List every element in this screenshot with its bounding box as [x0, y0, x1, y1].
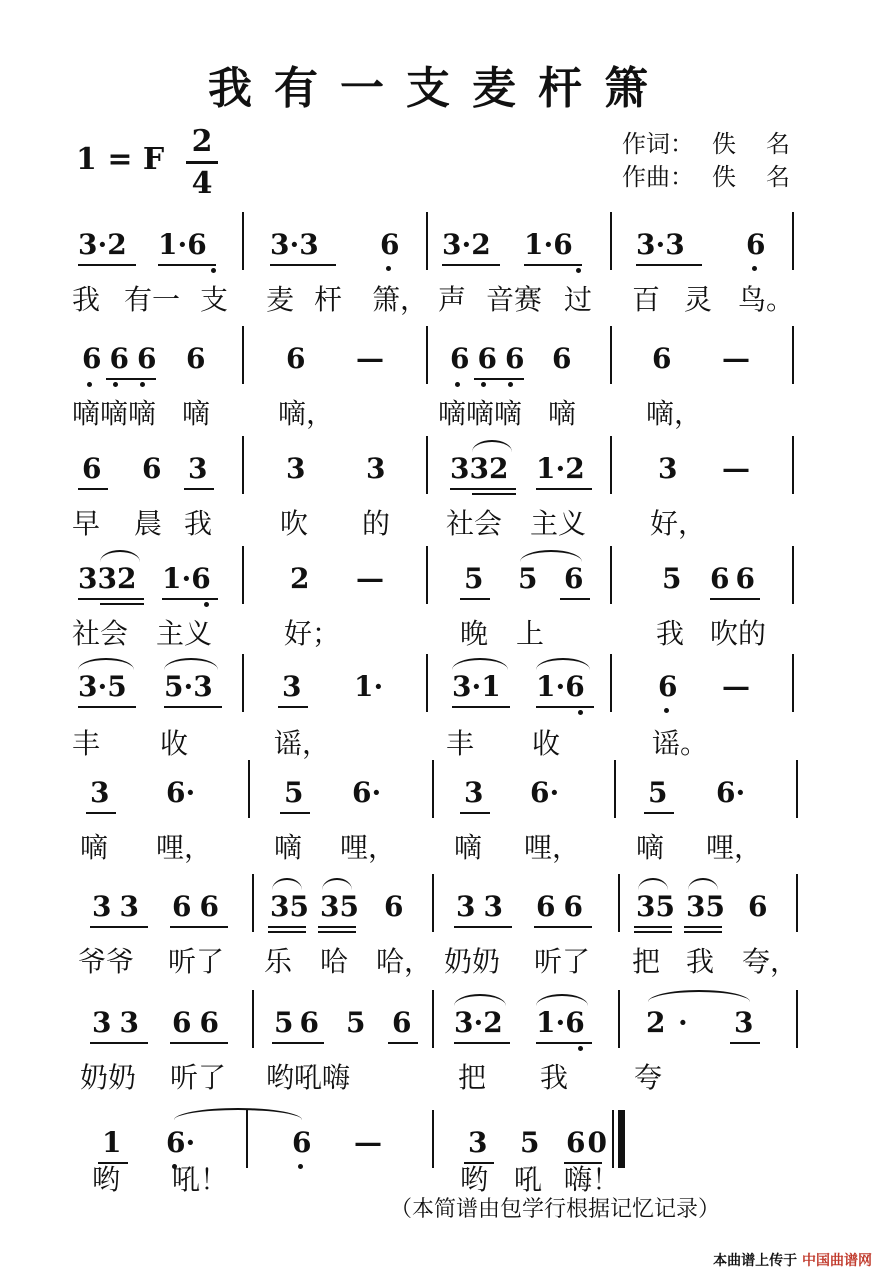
- watermark[interactable]: [713, 1250, 872, 1270]
- note: 6: [292, 1126, 312, 1159]
- note: 3: [464, 776, 484, 809]
- note: 3: [734, 1006, 754, 1039]
- lyric: 听了: [534, 945, 591, 978]
- lyric: 杆: [314, 283, 343, 316]
- note: 3: [366, 452, 386, 485]
- note: —: [722, 452, 750, 485]
- lyric: 早: [72, 507, 101, 540]
- lyric: 声: [438, 283, 467, 316]
- note: —: [722, 670, 750, 703]
- notes-row: [70, 446, 810, 496]
- lyric: 嘀嘀嘀: [72, 397, 157, 430]
- lyric: 把: [632, 945, 661, 978]
- note: 332: [78, 562, 137, 595]
- note: 6: [658, 670, 678, 703]
- lyric: 社会: [72, 617, 129, 650]
- notes-row: [70, 222, 810, 272]
- lyric: 吼: [514, 1163, 543, 1196]
- note: 56: [274, 1006, 325, 1039]
- lyric: 我: [686, 945, 715, 978]
- lyricist: 佚名: [712, 130, 820, 158]
- note: 66: [172, 890, 227, 923]
- system-4: [70, 556, 810, 666]
- note: 33: [456, 890, 511, 923]
- lyric: 嘀嘀嘀: [438, 397, 523, 430]
- note: 3: [282, 670, 302, 703]
- notes-row: [70, 556, 810, 606]
- notes-row: [70, 770, 810, 820]
- lyric: 嘀: [548, 397, 577, 430]
- note: 332: [450, 452, 509, 485]
- note: 35: [636, 890, 675, 923]
- note: 2: [646, 1006, 666, 1039]
- lyric: 支: [200, 283, 229, 316]
- note: 666: [82, 342, 165, 375]
- note: 6: [380, 228, 400, 261]
- note: 6·: [166, 1126, 196, 1159]
- note: 6·: [530, 776, 560, 809]
- lyric: 夸，: [742, 945, 799, 978]
- lyric: 奶奶: [444, 945, 501, 978]
- lyric: 麦: [266, 283, 295, 316]
- key-signature: 1 = F: [76, 142, 165, 177]
- system-5: [70, 664, 810, 774]
- system-2: [70, 336, 810, 446]
- lyric: 奶奶: [80, 1061, 137, 1094]
- watermark-prefix: 本曲谱上传于: [713, 1253, 798, 1269]
- note: 6: [746, 228, 766, 261]
- lyric: 晨: [134, 507, 163, 540]
- lyric: 嘀，: [646, 397, 703, 430]
- lyric: 晚: [460, 617, 489, 650]
- lyric: 吼！: [172, 1163, 229, 1196]
- lyric: 哈，: [376, 945, 433, 978]
- page-title: 我有一支麦杆箫: [208, 63, 670, 114]
- lyric: 听了: [170, 1061, 227, 1094]
- lyric: 嘀，: [278, 397, 335, 430]
- time-top: 2: [191, 124, 213, 159]
- lyric: 爷爷: [78, 945, 135, 978]
- note: 3: [468, 1126, 488, 1159]
- watermark-brand: 中国曲谱网: [802, 1253, 872, 1269]
- note: 6: [652, 342, 672, 375]
- note: 666: [450, 342, 533, 375]
- lyric: 哟: [460, 1163, 489, 1196]
- note: 66: [172, 1006, 227, 1039]
- lyric: 嘀: [274, 831, 303, 864]
- note: 3: [188, 452, 208, 485]
- lyric: 鸟。: [738, 283, 795, 316]
- note: 5: [520, 1126, 540, 1159]
- note: 5·3: [164, 670, 213, 703]
- note: 35: [270, 890, 309, 923]
- note: 3·2: [442, 228, 491, 261]
- lyric: 的: [362, 507, 391, 540]
- lyric: 灵: [684, 283, 713, 316]
- system-1: [70, 222, 810, 332]
- note: 6: [286, 342, 306, 375]
- note: 35: [686, 890, 725, 923]
- note: 60: [566, 1126, 609, 1159]
- notes-row: [70, 664, 810, 714]
- time-bottom: 4: [191, 166, 213, 201]
- note: 6: [392, 1006, 412, 1039]
- lyric: 箫，: [372, 283, 429, 316]
- note: 66: [710, 562, 761, 595]
- time-signature: [186, 124, 218, 201]
- lyric: 收: [532, 727, 561, 760]
- note: 3·3: [636, 228, 685, 261]
- lyric: 有一: [124, 283, 181, 316]
- lyric: 我: [184, 507, 213, 540]
- note: 1·6: [536, 1006, 585, 1039]
- lyric: 吹: [280, 507, 309, 540]
- note: 3·2: [454, 1006, 503, 1039]
- note: —: [722, 342, 750, 375]
- note: 5: [284, 776, 304, 809]
- note: —: [356, 342, 384, 375]
- lyric: 我: [656, 617, 685, 650]
- note: 3: [286, 452, 306, 485]
- system-7: [70, 884, 810, 994]
- lyric: 上: [516, 617, 545, 650]
- lyric: 哟吼嗨: [266, 1061, 351, 1094]
- lyric: 吹的: [710, 617, 767, 650]
- note: 6: [748, 890, 768, 923]
- note: 3: [658, 452, 678, 485]
- note: 6: [142, 452, 162, 485]
- lyric: 我: [540, 1061, 569, 1094]
- lyric: 我: [72, 283, 101, 316]
- footnote: （本简谱由包学行根据记忆记录）: [390, 1197, 721, 1222]
- note: 3·5: [78, 670, 127, 703]
- lyric: 哩，: [340, 831, 397, 864]
- lyric: 谣。: [652, 727, 709, 760]
- lyric: 哈: [320, 945, 349, 978]
- note: 6: [384, 890, 404, 923]
- lyricist-label: 作词：: [622, 130, 694, 158]
- system-6: [70, 770, 810, 880]
- note: 2: [290, 562, 310, 595]
- system-3: [70, 446, 810, 556]
- lyric: 听了: [168, 945, 225, 978]
- lyric: 丰: [446, 727, 475, 760]
- lyric: 嘀: [636, 831, 665, 864]
- note: 5: [648, 776, 668, 809]
- lyric: 嘀: [80, 831, 109, 864]
- lyric: 社会: [446, 507, 503, 540]
- note: 6: [552, 342, 572, 375]
- lyric: 把: [458, 1061, 487, 1094]
- note: 5: [518, 562, 538, 595]
- lyric: 嘀: [454, 831, 483, 864]
- notes-row: [70, 884, 810, 934]
- notes-row: [70, 336, 810, 386]
- composer-label: 作曲：: [622, 163, 694, 191]
- note: 5: [464, 562, 484, 595]
- note: 6: [186, 342, 206, 375]
- lyric: 收: [160, 727, 189, 760]
- lyric: 乐: [264, 945, 293, 978]
- lyric: 夸: [634, 1061, 663, 1094]
- lyric: 过: [564, 283, 593, 316]
- lyric: 谣，: [274, 727, 331, 760]
- notes-row: [70, 1000, 810, 1050]
- note: 1·6: [162, 562, 211, 595]
- lyric: 嗨！: [564, 1163, 621, 1196]
- note: 1·6: [158, 228, 207, 261]
- note: 6·: [352, 776, 382, 809]
- note: 5: [662, 562, 682, 595]
- lyric: 好，: [650, 507, 707, 540]
- note: —: [354, 1126, 382, 1159]
- lyric: 主义: [530, 507, 587, 540]
- note: 3·2: [78, 228, 127, 261]
- system-8: [70, 1000, 810, 1110]
- note: 6: [564, 562, 584, 595]
- note: 35: [320, 890, 359, 923]
- lyric: 哩，: [524, 831, 581, 864]
- note: 66: [536, 890, 591, 923]
- lyric: 好；: [284, 617, 341, 650]
- note: 1·: [354, 670, 384, 703]
- note: 1·6: [536, 670, 585, 703]
- note: —: [356, 562, 384, 595]
- lyric: 丰: [72, 727, 101, 760]
- note: 6: [82, 452, 102, 485]
- note: 3·3: [270, 228, 319, 261]
- note: 6·: [166, 776, 196, 809]
- lyric: 嘀: [182, 397, 211, 430]
- note: 6·: [716, 776, 746, 809]
- note: 1·2: [536, 452, 585, 485]
- credits: [622, 128, 820, 194]
- note: 5: [346, 1006, 366, 1039]
- note: 33: [92, 890, 147, 923]
- lyric: 哟: [92, 1163, 121, 1196]
- note: ·: [678, 1006, 688, 1039]
- lyric: 音赛: [486, 283, 543, 316]
- note: 1·6: [524, 228, 573, 261]
- note: 3: [90, 776, 110, 809]
- lyric: 百: [632, 283, 661, 316]
- note: 3·1: [452, 670, 501, 703]
- lyric: 主义: [156, 617, 213, 650]
- lyric: 哩，: [706, 831, 763, 864]
- composer: 佚名: [712, 163, 820, 191]
- lyric: 哩，: [156, 831, 213, 864]
- note: 33: [92, 1006, 147, 1039]
- note: 1: [102, 1126, 122, 1159]
